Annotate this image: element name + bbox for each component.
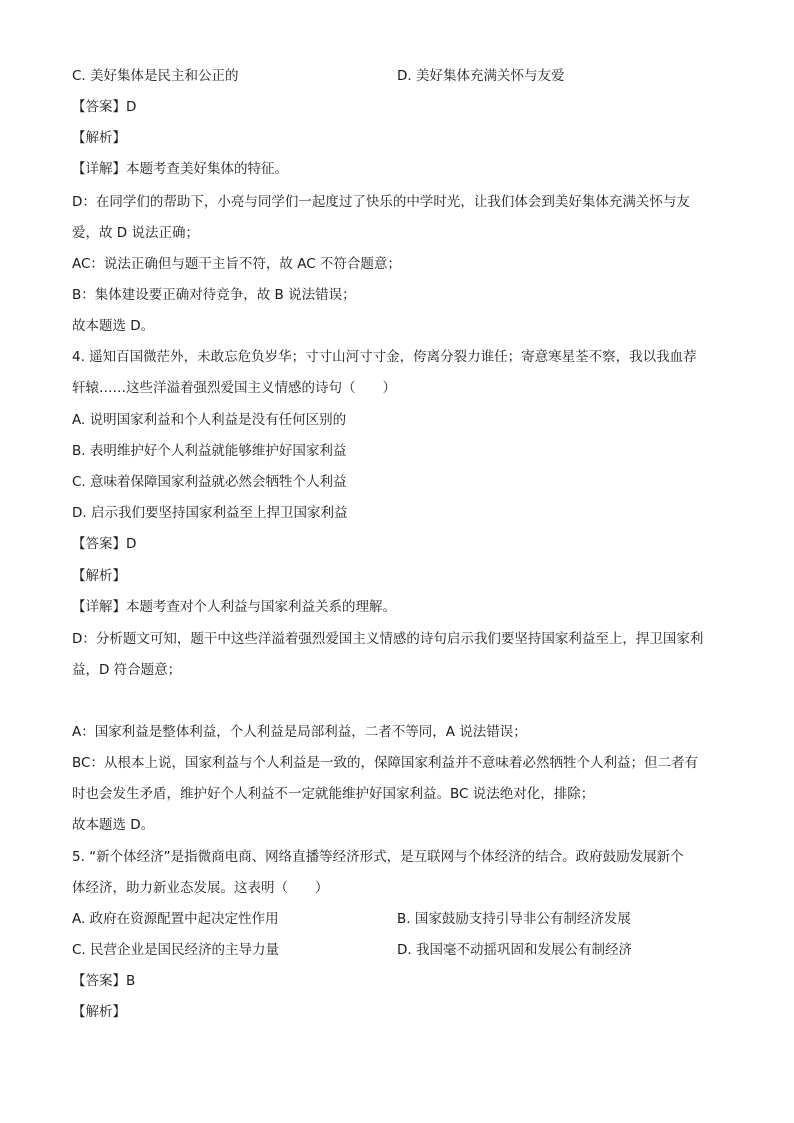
q3-option-c: C. 美好集体是民主和公正的 [72, 68, 239, 84]
q4-analysis-heading: 【解析】 [72, 568, 126, 584]
q4-explanation-bc-line2: 时也会发生矛盾，维护好个人利益不一定就能维护好国家利益。BC 说法绝对化，排除； [72, 786, 595, 802]
q4-explanation-d-line2: 益，D 符合题意； [72, 662, 182, 678]
q4-stem-line1: 4. 遥知百国微茫外，未敢忘危负岁华；寸寸山河寸寸金，侉离分裂力谁任；寄意寒星荃不察，我以我血荐 [72, 349, 697, 365]
q5-option-b: B. 国家鼓励支持引导非公有制经济发展 [397, 911, 631, 927]
q3-explanation-b: B：集体建设要正确对待竞争，故 B 说法错误； [72, 287, 356, 303]
q5-option-a: A. 政府在资源配置中起决定性作用 [72, 911, 279, 927]
q4-option-d: D. 启示我们要坚持国家利益至上捍卫国家利益 [72, 505, 348, 521]
q5-analysis-heading: 【解析】 [72, 1004, 126, 1020]
q4-detail: 【详解】本题考查对个人利益与国家利益关系的理解。 [72, 599, 396, 615]
q5-option-c: C. 民营企业是国民经济的主导力量 [72, 942, 280, 958]
q4-answer: 【答案】D [72, 536, 137, 552]
q3-option-d: D. 美好集体充满关怀与友爱 [397, 68, 565, 84]
q4-option-a: A. 说明国家利益和个人利益是没有任何区别的 [72, 412, 347, 428]
q3-explanation-ac: AC：说法正确但与题干主旨不符，故 AC 不符合题意； [72, 256, 401, 272]
q3-conclusion: 故本题选 D。 [72, 318, 155, 334]
q4-explanation-a: A：国家利益是整体利益，个人利益是局部利益，二者不等同，A 说法错误； [72, 724, 527, 740]
q4-explanation-bc-line1: BC：从根本上说，国家利益与个人利益是一致的，保障国家利益并不意味着必然牺牲个人利益；但二者有 [72, 755, 698, 771]
q3-explanation-d-line2: 爱，故 D 说法正确； [72, 225, 199, 241]
q3-answer: 【答案】D [72, 99, 137, 115]
q4-option-b: B. 表明维护好个人利益就能够维护好国家利益 [72, 443, 347, 459]
q4-conclusion: 故本题选 D。 [72, 817, 155, 833]
q4-stem-line2: 轩辕……这些洋溢着强烈爱国主义情感的诗句（ ） [72, 380, 396, 396]
q5-stem-line1: 5. “新个体经济”是指微商电商、网络直播等经济形式，是互联网与个体经济的结合。政府鼓励发展新个 [72, 849, 684, 865]
q5-answer: 【答案】B [72, 973, 136, 989]
q3-detail: 【详解】本题考查美好集体的特征。 [72, 161, 288, 177]
q3-explanation-d-line1: D：在同学们的帮助下，小亮与同学们一起度过了快乐的中学时光，让我们体会到美好集体充满关怀与友 [72, 194, 690, 210]
q4-explanation-d-line1: D：分析题文可知，题干中这些洋溢着强烈爱国主义情感的诗句启示我们要坚持国家利益至上，捍卫国家利 [72, 631, 704, 647]
q5-option-d: D. 我国毫不动摇巩固和发展公有制经济 [397, 942, 632, 958]
q4-option-c: C. 意味着保障国家利益就必然会牺牲个人利益 [72, 474, 347, 490]
q3-analysis-heading: 【解析】 [72, 130, 126, 146]
q5-stem-line2: 体经济，助力新业态发展。这表明（ ） [72, 880, 329, 896]
